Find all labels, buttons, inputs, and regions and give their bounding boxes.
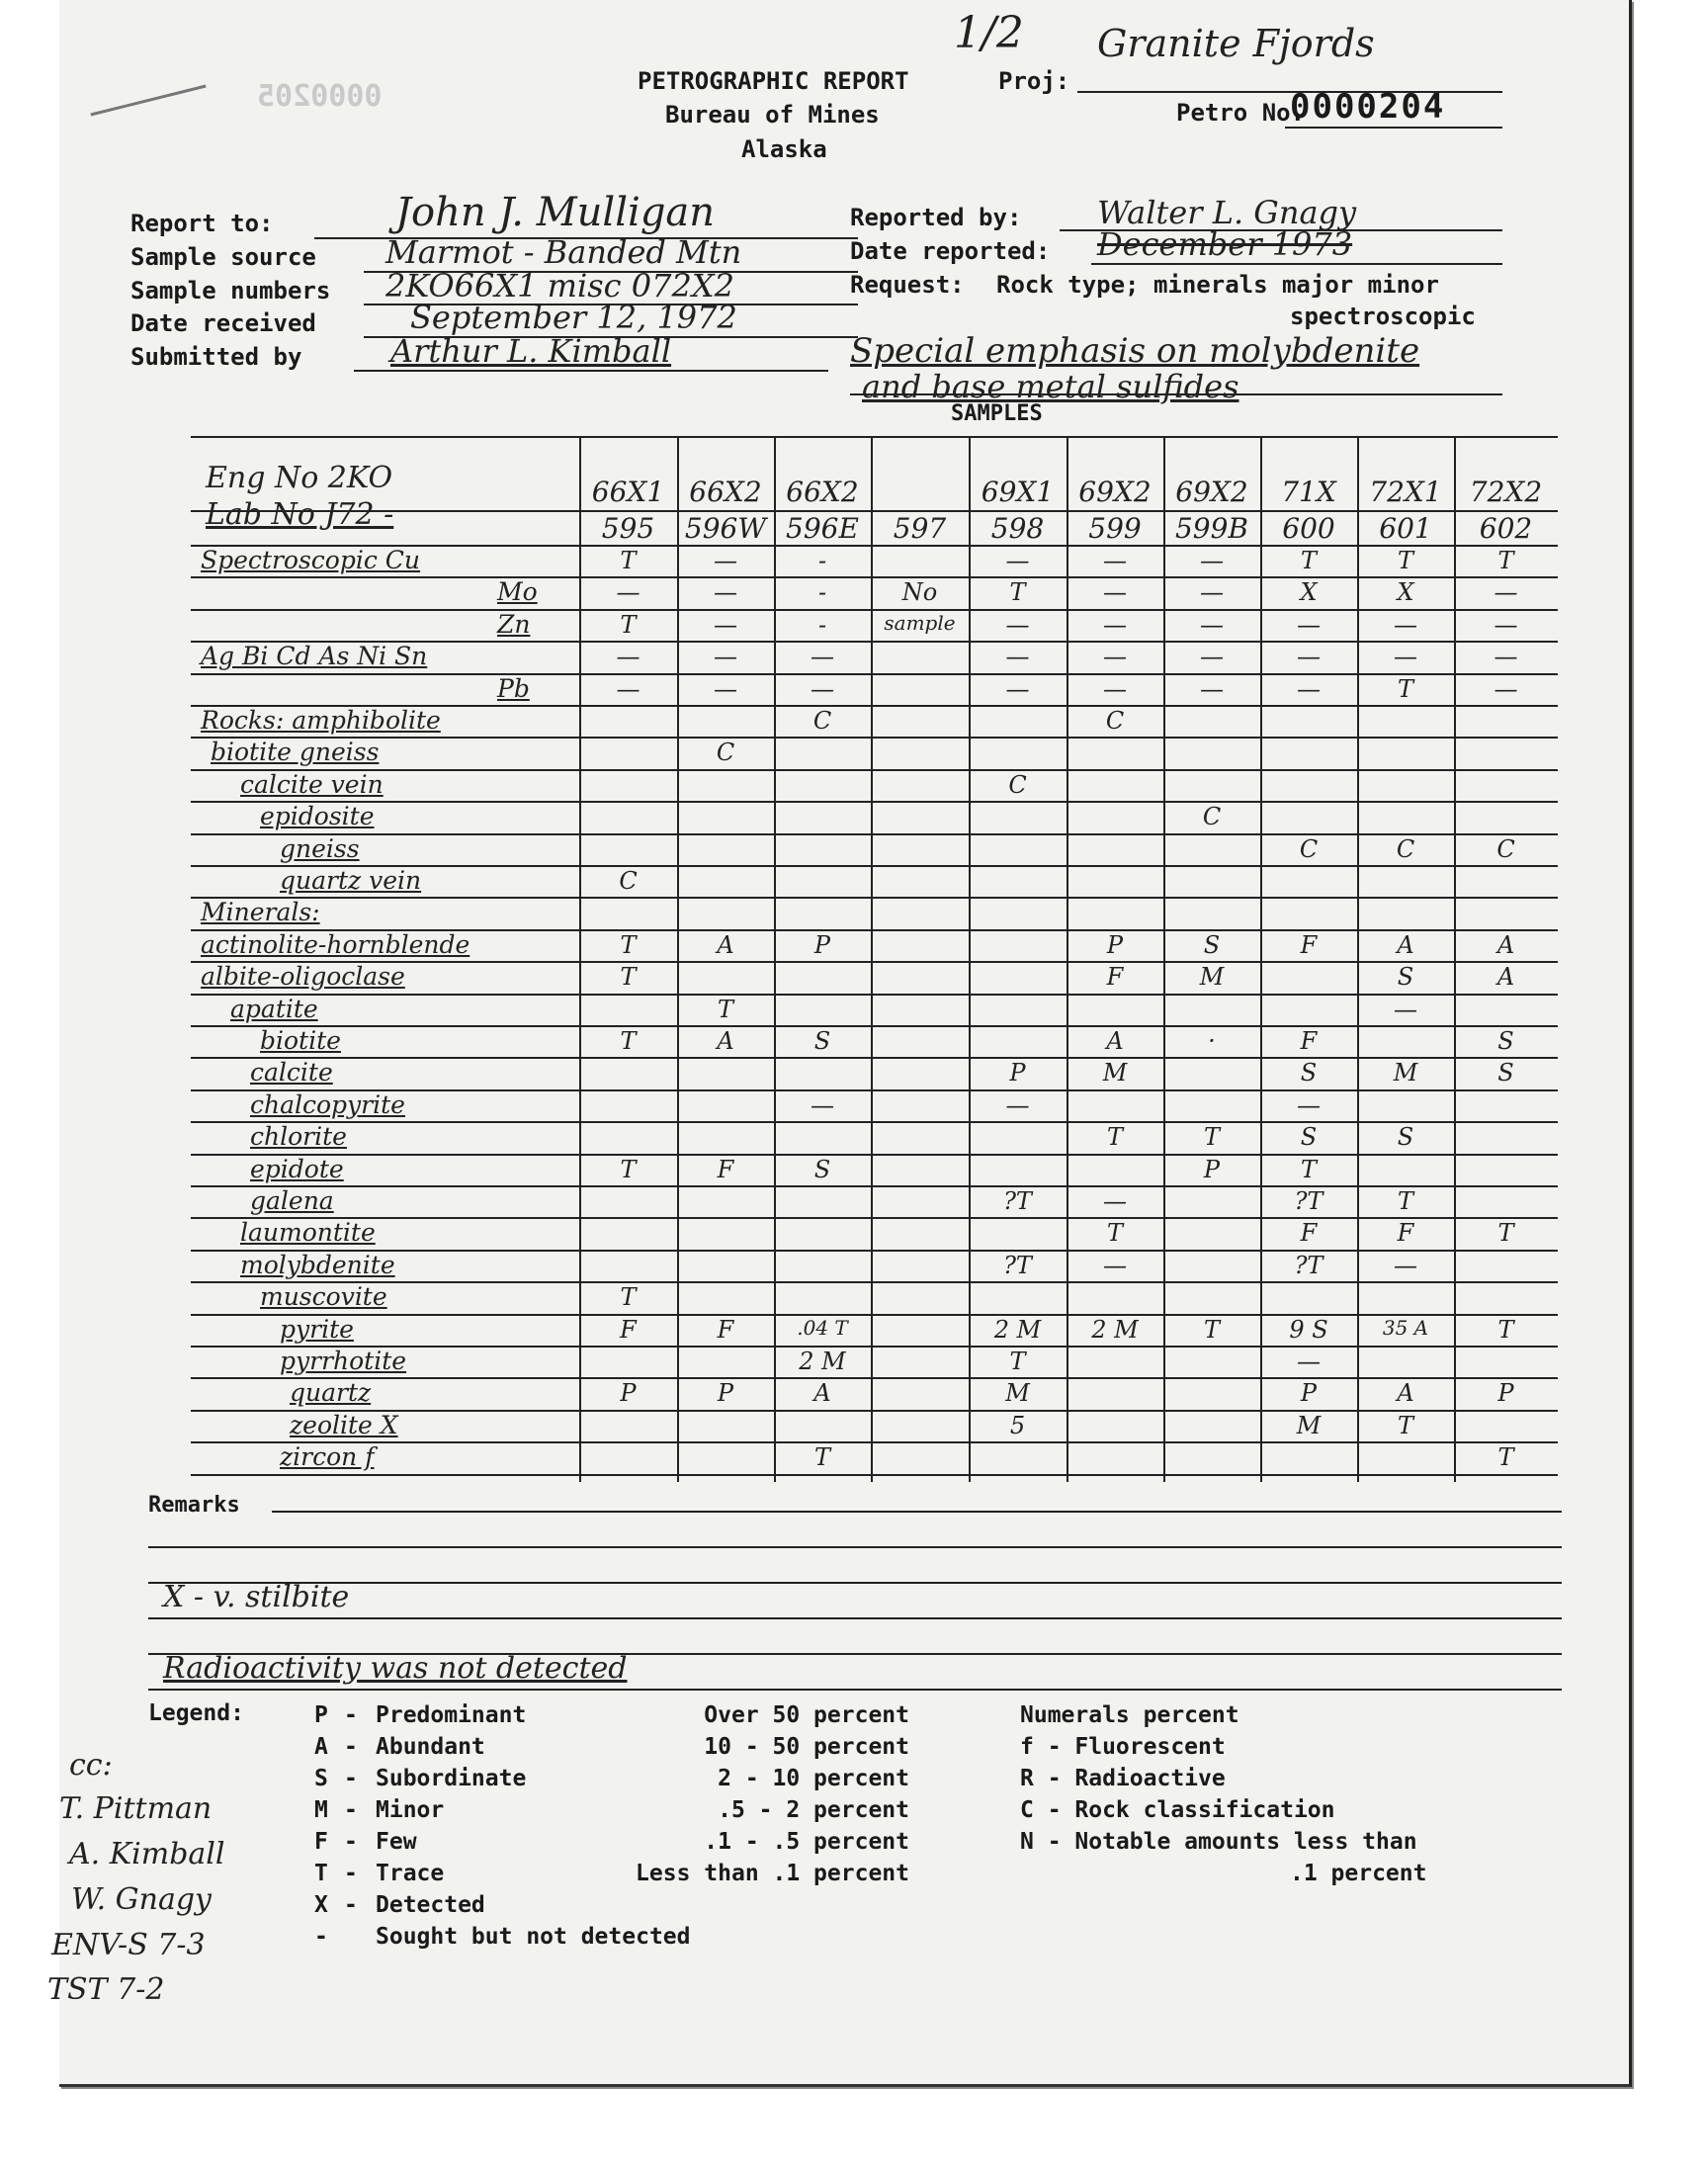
table-cell: M [1102, 1059, 1128, 1088]
legend-code: P [314, 1702, 328, 1728]
remarks-stilbite: X - v. stilbite [163, 1580, 350, 1614]
table-cell: — [616, 578, 640, 607]
table-cell: — [1200, 643, 1224, 671]
table-cell: 2 M [993, 1315, 1042, 1344]
cc-recipient: A. Kimball [69, 1837, 225, 1871]
sample-source-value: Marmot - Banded Mtn [385, 233, 742, 271]
table-cell: T [717, 995, 733, 1023]
table-cell: A [813, 1379, 831, 1408]
table-cell: — [714, 643, 737, 671]
legend-code: F [314, 1829, 328, 1855]
table-cell: A [717, 930, 734, 959]
table-cell: — [1394, 995, 1417, 1023]
legend-name: Detected [376, 1892, 485, 1918]
row-label: albite-oligoclase [201, 962, 405, 992]
sample-numbers-label: Sample numbers [130, 277, 331, 304]
legend-dash: - [344, 1734, 358, 1760]
table-cell: — [1005, 547, 1030, 574]
table-cell: F [1397, 1219, 1414, 1248]
table-cell: — [1394, 610, 1417, 639]
table-cell: M [1199, 963, 1225, 992]
row-label: Pb [497, 673, 530, 703]
column-lab-no: 599B [1174, 512, 1249, 545]
request-label: Request: [850, 271, 965, 299]
table-cell: — [1103, 547, 1127, 574]
table-cell: T [1300, 1155, 1317, 1183]
table-cell: — [811, 1090, 834, 1119]
legend-range: 10 - 50 percent [704, 1734, 909, 1760]
table-cell: C [1202, 803, 1222, 831]
legend-note: .1 percent [1290, 1861, 1427, 1886]
submitted-by-underline [354, 370, 828, 372]
table-cell: T [1497, 547, 1514, 574]
legend-code: T [314, 1861, 328, 1886]
table-cell: T [620, 1283, 637, 1312]
cc-recipient: T. Pittman [59, 1791, 213, 1826]
column-lab-no: 597 [893, 512, 947, 545]
table-cell: T [620, 547, 637, 574]
table-cell: — [1200, 674, 1224, 703]
table-cell: T [620, 1155, 637, 1183]
table-cell: C [812, 707, 832, 735]
table-cell: — [1394, 1251, 1417, 1279]
report-to-label: Report to: [130, 210, 274, 237]
remarks-line-6 [148, 1689, 1562, 1691]
table-cell: C [1299, 834, 1319, 863]
table-cell: T [1203, 1123, 1220, 1152]
table-cell: — [714, 674, 737, 703]
table-cell: S [813, 1155, 831, 1183]
row-label: quartz vein [280, 866, 422, 895]
legend-range: 2 - 10 percent [718, 1766, 909, 1791]
report-title: PETROGRAPHIC REPORT [638, 67, 909, 95]
table-cell: T [620, 930, 637, 959]
legend-code: M [314, 1797, 328, 1823]
table-cell: P [1009, 1059, 1026, 1088]
table-cell: — [1103, 643, 1127, 671]
remarks-radioactivity: Radioactivity was not detected [163, 1651, 628, 1686]
row-label: Ag Bi Cd As Ni Sn [201, 642, 428, 671]
petro-underline [1285, 127, 1502, 129]
table-cell: T [1106, 1123, 1123, 1152]
table-cell: M [1005, 1379, 1030, 1408]
table-cell: S [1397, 963, 1414, 992]
cc-recipient: ENV-S 7-3 [51, 1928, 206, 1962]
legend-name: Subordinate [376, 1766, 527, 1791]
date-reported-label: Date reported: [850, 237, 1051, 265]
table-cell: T [1497, 1315, 1514, 1344]
date-received-label: Date received [130, 309, 316, 337]
table-cell: T [813, 1443, 830, 1472]
table-cell: T [1009, 1348, 1026, 1375]
legend-name: Few [376, 1829, 417, 1855]
table-cell: P [1203, 1155, 1221, 1183]
report-sheet [47, 0, 1632, 2087]
legend-note: f - Fluorescent [1020, 1734, 1226, 1760]
table-cell: 5 [1009, 1411, 1026, 1439]
row-label: actinolite-hornblende [201, 929, 470, 959]
sample-source-label: Sample source [130, 243, 316, 271]
legend-range: .5 - 2 percent [718, 1797, 909, 1823]
row-label: apatite [230, 994, 318, 1023]
table-cell: - [817, 578, 827, 607]
table-cell: T [1009, 578, 1026, 607]
row-label: zircon f [280, 1442, 375, 1472]
bureau-name: Bureau of Mines [665, 101, 880, 129]
reported-by-value: Walter L. Gnagy [1097, 194, 1357, 231]
legend-note: R - Radioactive [1020, 1766, 1226, 1791]
table-cell: T [1203, 1315, 1220, 1344]
table-cell: S [1300, 1123, 1318, 1152]
ghost-stamp: 0000205 [257, 79, 383, 114]
cc-recipient: TST 7-2 [47, 1972, 165, 2007]
petro-number: 0000204 [1290, 87, 1446, 127]
report-to-value: John J. Mulligan [395, 190, 716, 235]
legend-note: Numerals percent [1020, 1702, 1239, 1728]
row-divider [191, 769, 1558, 771]
table-cell: P [813, 930, 831, 959]
column-lab-no: 596W [684, 512, 767, 545]
legend-dash: - [344, 1861, 358, 1886]
column-eng-no: 66X2 [689, 476, 762, 508]
table-cell: — [1297, 674, 1321, 703]
table-cell: A [717, 1027, 734, 1055]
legend-code: - [314, 1924, 328, 1950]
remarks-line-2 [148, 1546, 1562, 1548]
legend-dash: - [344, 1829, 358, 1855]
special-emphasis-2: and base metal sulfides [862, 368, 1239, 405]
row-label: epidote [250, 1154, 344, 1183]
row-label: epidosite [260, 802, 375, 831]
table-cell: F [1300, 1027, 1318, 1055]
remarks-line-1 [272, 1511, 1562, 1513]
table-cell: .04 T [797, 1315, 848, 1340]
cc-recipient: W. Gnagy [71, 1882, 212, 1917]
row-divider [191, 1441, 1558, 1443]
project-name: Granite Fjords [1097, 22, 1375, 65]
table-cell: — [1494, 643, 1518, 671]
legend-dash: - [344, 1797, 358, 1823]
column-lab-no: 599 [1088, 512, 1142, 545]
row-label: chalcopyrite [250, 1089, 405, 1119]
table-cell: · [1208, 1027, 1216, 1055]
date-reported-value: December 1973 [1097, 225, 1353, 263]
legend-dash: - [344, 1766, 358, 1791]
row-label: calcite vein [240, 769, 384, 799]
request-text-2: spectroscopic [1290, 303, 1476, 330]
table-cell: C [716, 739, 735, 767]
pencil-mark [90, 85, 206, 117]
table-cell: ?T [1003, 1251, 1032, 1279]
date-received-value: September 12, 1972 [410, 299, 737, 336]
table-cell: — [1200, 578, 1224, 607]
table-cell: ?T [1294, 1187, 1324, 1215]
table-cell: A [1397, 1379, 1414, 1408]
table-cell: X [1300, 578, 1318, 607]
table-cell: A [1106, 1027, 1124, 1055]
legend-range: .1 - .5 percent [704, 1829, 909, 1855]
cc-recipient: cc: [69, 1748, 113, 1783]
column-eng-no: 72X2 [1469, 476, 1543, 508]
column-lab-no: 602 [1479, 512, 1533, 545]
legend-range: Less than .1 percent [636, 1861, 909, 1886]
row-label: biotite gneiss [211, 738, 380, 767]
table-cell: F [620, 1315, 637, 1344]
date-reported-underline [1091, 263, 1502, 265]
table-cell: — [1103, 578, 1127, 607]
table-cell: F [1300, 930, 1318, 959]
legend-name: Predominant [376, 1702, 527, 1728]
table-cell: 35 A [1382, 1315, 1429, 1340]
lab-no-label: Lab No J72 - [206, 497, 394, 532]
row-label: quartz [290, 1378, 372, 1408]
row-label: Zn [497, 609, 531, 639]
legend-dash: - [344, 1702, 358, 1728]
reported-by-label: Reported by: [850, 204, 1022, 231]
samples-heading: SAMPLES [951, 401, 1043, 426]
row-label: Mo [497, 577, 538, 607]
special-emphasis-1: Special emphasis on molybdenite [850, 331, 1420, 371]
table-cell: A [1496, 963, 1515, 992]
row-label: molybdenite [240, 1250, 395, 1279]
legend-note: C - Rock classification [1020, 1797, 1335, 1823]
table-cell: F [1106, 963, 1124, 992]
table-cell: — [1005, 1090, 1030, 1119]
row-label: gneiss [280, 833, 360, 863]
table-cell: — [1005, 610, 1030, 639]
table-cell: T [620, 1027, 637, 1055]
row-label: galena [250, 1186, 334, 1215]
table-cell: — [616, 643, 640, 671]
table-cell: — [1103, 610, 1127, 639]
row-divider [191, 897, 1558, 899]
column-eng-no: 66X1 [591, 476, 665, 508]
row-label: zeolite X [290, 1410, 398, 1439]
table-cell: — [1494, 610, 1518, 639]
table-cell: 9 S [1289, 1315, 1328, 1344]
legend-title: Legend: [148, 1700, 244, 1726]
legend-dash: - [344, 1892, 358, 1918]
row-label: pyrite [280, 1314, 354, 1344]
table-cell: — [1297, 643, 1321, 671]
table-cell: C [1105, 707, 1125, 735]
remarks-line-3 [148, 1582, 1562, 1584]
column-eng-no: 72X1 [1369, 476, 1442, 508]
column-eng-no: 69X2 [1175, 476, 1248, 508]
state-name: Alaska [741, 135, 827, 163]
table-cell: — [1005, 643, 1030, 671]
proj-label: Proj: [998, 67, 1070, 95]
row-label: Spectroscopic Cu [201, 546, 421, 574]
row-divider [191, 737, 1558, 739]
row-divider [191, 1281, 1558, 1283]
table-cell: — [714, 578, 737, 607]
table-cell: P [717, 1379, 734, 1408]
table-cell: S [1397, 1123, 1414, 1152]
table-cell: S [1300, 1059, 1318, 1088]
submitted-by-value: Arthur L. Kimball [390, 332, 672, 370]
column-lab-no: 596E [786, 512, 859, 545]
samples-table [191, 436, 1558, 1482]
table-cell: ?T [1003, 1187, 1032, 1215]
legend-range: Over 50 percent [704, 1702, 909, 1728]
table-cell: S [1497, 1059, 1514, 1088]
row-divider [191, 801, 1558, 803]
fraction-mark: 1/2 [954, 8, 1024, 58]
remarks-line-4 [148, 1617, 1562, 1619]
table-cell: — [1494, 578, 1518, 607]
column-eng-no: 69X1 [981, 476, 1055, 508]
table-cell: S [1203, 930, 1221, 959]
row-label: muscovite [260, 1282, 387, 1312]
table-cell: T [1106, 1219, 1123, 1248]
legend-note: N - Notable amounts less than [1020, 1829, 1417, 1855]
column-eng-no: 69X2 [1078, 476, 1152, 508]
table-cell: — [1297, 610, 1321, 639]
special-underline [850, 393, 1502, 395]
petro-label: Petro No. [1176, 99, 1306, 127]
table-cell: M [1393, 1059, 1418, 1088]
table-cell: — [1103, 1251, 1127, 1279]
table-cell: - [817, 547, 827, 574]
table-cell: T [1397, 1187, 1413, 1215]
table-cell: X [1397, 578, 1414, 607]
legend-code: X [314, 1892, 328, 1918]
row-divider [191, 994, 1558, 996]
table-cell: — [714, 610, 737, 639]
table-cell: T [1497, 1443, 1514, 1472]
table-cell: T [620, 963, 637, 992]
table-cell: ?T [1294, 1251, 1324, 1279]
table-cell: T [1397, 1411, 1413, 1439]
row-label: pyrrhotite [280, 1347, 407, 1375]
table-cell: — [1103, 674, 1127, 703]
table-cell: 2 M [1091, 1315, 1139, 1344]
table-cell: P [620, 1379, 637, 1408]
table-cell: sample [884, 610, 956, 635]
row-label: chlorite [250, 1122, 347, 1152]
column-eng-no: 66X2 [786, 476, 859, 508]
table-cell: S [813, 1027, 831, 1055]
table-cell: P [1497, 1379, 1514, 1408]
column-lab-no: 601 [1379, 512, 1432, 545]
table-cell: — [1297, 1090, 1321, 1119]
row-label: Minerals: [201, 898, 320, 927]
table-cell: T [1397, 547, 1413, 574]
table-cell: No [901, 578, 938, 607]
table-cell: — [616, 674, 640, 703]
row-label: biotite [260, 1026, 341, 1055]
table-cell: T [1497, 1219, 1514, 1248]
remarks-label: Remarks [148, 1493, 240, 1518]
legend-name: Minor [376, 1797, 445, 1823]
table-cell: T [1300, 547, 1317, 574]
table-cell: — [1494, 674, 1518, 703]
table-cell: — [714, 547, 737, 574]
table-cell: T [1397, 674, 1413, 703]
table-cell: A [1397, 930, 1414, 959]
table-cell: C [1008, 770, 1027, 799]
row-divider [191, 436, 1558, 438]
table-cell: F [1300, 1219, 1318, 1248]
table-cell: S [1497, 1027, 1514, 1055]
legend-code: S [314, 1766, 328, 1791]
table-cell: — [811, 674, 834, 703]
table-cell: — [1005, 674, 1030, 703]
table-cell: — [1297, 1348, 1321, 1375]
row-label: calcite [250, 1058, 333, 1088]
column-lab-no: 595 [601, 512, 655, 545]
table-cell: 2 M [799, 1348, 846, 1375]
row-label: Rocks: amphibolite [201, 706, 441, 735]
legend-name: Abundant [376, 1734, 485, 1760]
table-cell: - [817, 610, 827, 639]
eng-no-label: Eng No 2KO [206, 461, 393, 495]
row-label: laumontite [240, 1218, 376, 1248]
legend-name: Trace [376, 1861, 445, 1886]
table-cell: M [1296, 1411, 1322, 1439]
table-cell: — [1200, 547, 1224, 574]
legend-code: A [314, 1734, 328, 1760]
table-cell: P [1300, 1379, 1318, 1408]
submitted-by-label: Submitted by [130, 343, 302, 371]
table-cell: T [620, 610, 637, 639]
table-cell: — [1394, 643, 1417, 671]
sample-numbers-value: 2KO66X1 misc 072X2 [385, 267, 734, 304]
row-divider [191, 1474, 1558, 1476]
table-cell: C [1396, 834, 1415, 863]
column-lab-no: 598 [990, 512, 1045, 545]
table-cell: C [1496, 834, 1515, 863]
column-lab-no: 600 [1282, 512, 1335, 545]
table-cell: C [619, 867, 638, 895]
table-cell: F [717, 1315, 734, 1344]
table-cell: — [1103, 1187, 1127, 1215]
table-cell: P [1106, 930, 1124, 959]
request-text: Rock type; minerals major minor [996, 271, 1439, 299]
table-cell: — [1200, 610, 1224, 639]
table-cell: — [811, 643, 834, 671]
table-cell: F [717, 1155, 734, 1183]
column-eng-no: 71X [1281, 476, 1336, 508]
legend-name: Sought but not detected [376, 1924, 691, 1950]
table-cell: A [1496, 930, 1515, 959]
